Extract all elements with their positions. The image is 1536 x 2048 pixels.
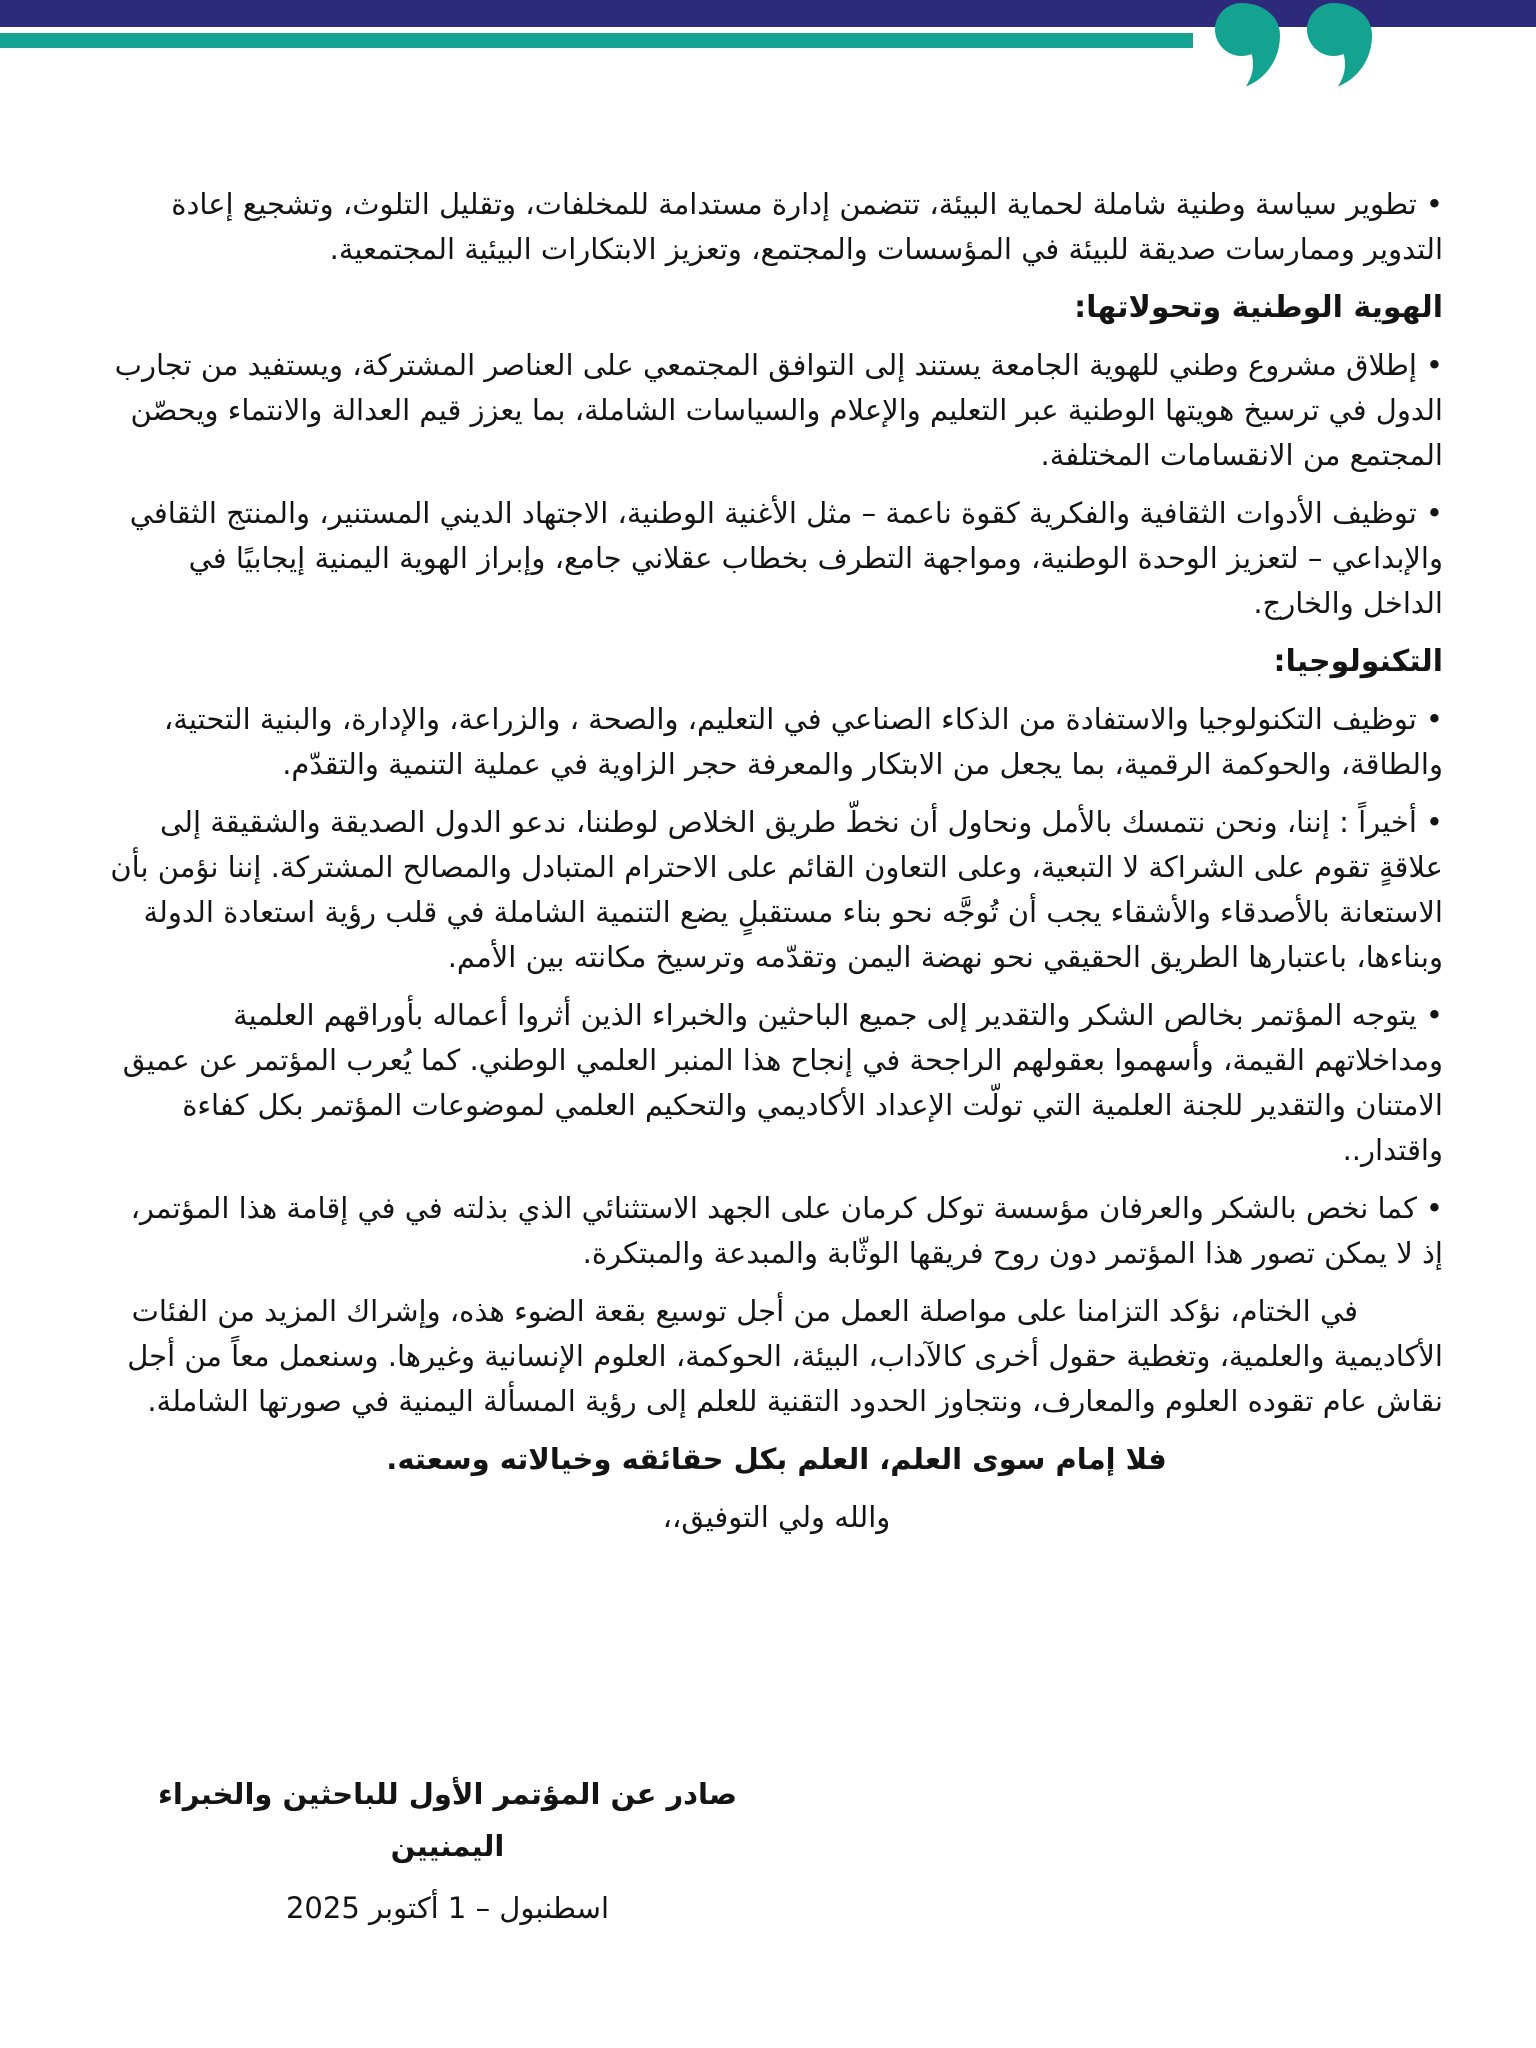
section-heading-national-identity: الهوية الوطنية وتحولاتها:: [1074, 290, 1443, 325]
issued-by-line: صادر عن المؤتمر الأول للباحثين والخبراء اليمنيين: [158, 1777, 737, 1863]
teal-accent-bar: [0, 33, 1193, 48]
closing-paragraph: في الختام، نؤكد التزامنا على مواصلة العمل من أجل توسيع بقعة الضوء هذه، وإشراك المزيد من الفئات الأكاديمية والعلمية، وتغطية حقول أخرى كالآداب، البيئة، الحوكمة، العلوم الإنسانية وغيرها. وسنعمل معاً من أجل نقاش عام تقوده العلوم والمعارف، ونتجاوز الحدود التقنية للعلم إلى رؤية المسألة اليمنية في صورتها الشاملة.: [127, 1294, 1443, 1418]
bullet-marker: •: [1425, 702, 1443, 736]
bullet-item-thanks-researchers: [110, 993, 1443, 1173]
signature-block: [140, 1768, 755, 1934]
closing-invocation: والله ولي التوفيق،،: [662, 1500, 891, 1534]
bullet-marker: •: [1425, 805, 1443, 839]
closing-quotation-marks-icon: [1215, 2, 1373, 88]
bullet-item-environment-policy: [110, 182, 1443, 272]
bullet-item-identity-project: [110, 343, 1443, 478]
section-heading-technology: التكنولوجيا:: [1273, 644, 1443, 679]
place-date-line: اسطنبول – 1 أكتوبر 2025: [285, 1891, 609, 1925]
bullet-text: كما نخص بالشكر والعرفان مؤسسة توكل كرمان على الجهد الاستثنائي الذي بذلته في في إقامة هذا المؤتمر، إذ لا يمكن تصور هذا المؤتمر دون روح فريقها الوثّابة والمبدعة والمبتكرة.: [130, 1191, 1443, 1270]
bullet-text: توظيف الأدوات الثقافية والفكرية كقوة ناعمة – مثل الأغنية الوطنية، الاجتهاد الديني المستنير، والمنتج الثقافي والإبداعي – لتعزيز الوحدة الوطنية، ومواجهة التطرف بخطاب عقلاني جامع، وإبراز الهوية اليمنية إيجابيًا في الداخل والخارج.: [129, 496, 1443, 620]
bullet-text: يتوجه المؤتمر بخالص الشكر والتقدير إلى جميع الباحثين والخبراء الذين أثروا أعماله بأوراقهم العلمية ومداخلاتهم القيمة، وأسهموا بعقولهم الراجحة في إنجاح هذا المنبر العلمي الوطني. كما يُعرب المؤتمر عن عميق الامتنان والتقدير للجنة العلمية التي تولّت الإعداد الأكاديمي والتحكيم العلمي لموضوعات المؤتمر بكل كفاءة واقتدار..: [122, 998, 1443, 1167]
bullet-text: إطلاق مشروع وطني للهوية الجامعة يستند إلى التوافق المجتمعي على العناصر المشتركة، ويستفيد من تجارب الدول في ترسيخ هويتها الوطنية عبر التعليم والإعلام والسياسات الشاملة، بما يعزز قيم العدالة والانتماء ويحصّن المجتمع من الانقسامات المختلفة.: [114, 348, 1443, 472]
bullet-marker: •: [1425, 187, 1443, 221]
bullet-item-technology-ai: [110, 697, 1443, 787]
bullet-marker: •: [1425, 496, 1443, 530]
bullet-item-cultural-soft-power: [110, 491, 1443, 626]
bullet-text: توظيف التكنولوجيا والاستفادة من الذكاء الصناعي في التعليم، والصحة ، والزراعة، والإدارة، والبنية التحتية، والطاقة، والحوكمة الرقمية، بما يجعل من الابتكار والمعرفة حجر الزاوية في عملية التنمية والتقدّم.: [163, 702, 1443, 781]
statement-body: [110, 182, 1443, 1553]
bullet-item-thanks-foundation: [110, 1186, 1443, 1276]
bullet-item-finally-partnership: [110, 800, 1443, 980]
bullet-text: أخيراً : إننا، ونحن نتمسك بالأمل ونحاول أن نخطّ طريق الخلاص لوطننا، ندعو الدول الصديقة والشقيقة إلى علاقةٍ تقوم على الشراكة لا التبعية، وعلى التعاون القائم على الاحترام المتبادل والمصالح المشتركة. إننا نؤمن بأن الاستعانة بالأصدقاء والأشقاء يجب أن تُوجَّه نحو بناء مستقبلٍ يضع التنمية الشاملة في قلب رؤية استعادة الدولة وبناءها، باعتبارها الطريق الحقيقي نحو نهضة اليمن وتقدّمه وترسيخ مكانته بين الأمم.: [110, 805, 1443, 974]
motto-line: فلا إمام سوى العلم، العلم بكل حقائقه وخيالاته وسعته.: [386, 1442, 1167, 1476]
bullet-marker: •: [1425, 1191, 1443, 1225]
bullet-marker: •: [1425, 348, 1443, 382]
bullet-marker: •: [1425, 998, 1443, 1032]
bullet-text: تطوير سياسة وطنية شاملة لحماية البيئة، تتضمن إدارة مستدامة للمخلفات، وتقليل التلوث، وتشجيع إعادة التدوير وممارسات صديقة للبيئة في المؤسسات والمجتمع، وتعزيز الابتكارات البيئية المجتمعية.: [171, 187, 1443, 266]
